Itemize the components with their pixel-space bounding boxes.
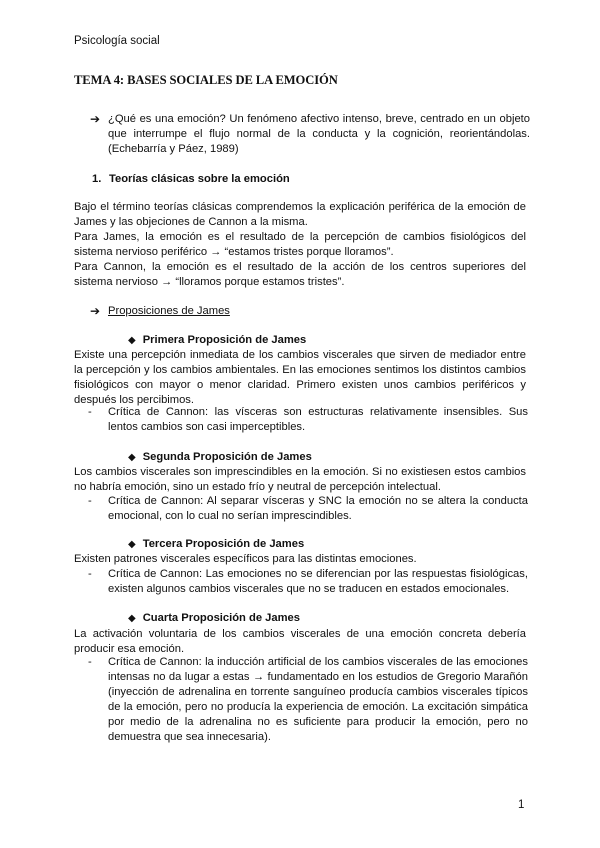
intro-paragraph: Para Cannon, la emoción es el resultado de la acción de los centros superiores del sistema nervioso → “lloramos porque estamos tristes”. (74, 261, 526, 288)
proposition-title: ◆ Cuarta Proposición de James (128, 612, 301, 624)
cannon-critique (88, 567, 528, 597)
page-header: Psicología social (74, 35, 160, 47)
cannon-critique (88, 494, 528, 524)
critique-text: Crítica de Cannon: las vísceras son estructuras relativamente insensibles. Sus lentos cambios son casi imperceptibles. (108, 406, 528, 433)
cannon-critique (88, 405, 528, 435)
section-number: 1. (92, 173, 102, 185)
page-title: TEMA 4: BASES SOCIALES DE LA EMOCIÓN (74, 73, 338, 87)
intro-block (74, 200, 526, 290)
definition-block (90, 112, 530, 157)
proposition-body: Existen patrones viscerales específicos para las distintas emociones. (74, 553, 417, 565)
section-title: Teorías clásicas sobre la emoción (109, 173, 290, 185)
proposition-title: ◆ Primera Proposición de James (128, 334, 307, 346)
diamond-bullet-icon: ◆ (128, 335, 136, 346)
proposition-body: Los cambios viscerales son imprescindibles en la emoción. Si no existiesen estos cambios no habría emoción, sino un estado frío y neutral de percepción intelectual. (74, 466, 526, 493)
proposition-title: ◆ Tercera Proposición de James (128, 538, 305, 550)
dash-bullet: - (88, 495, 92, 507)
critique-text: Crítica de Cannon: Las emociones no se diferencian por las respuestas fisiológicas, existen algunos cambios viscerales que no se traducen en estados emocionales. (108, 568, 528, 595)
cannon-critique (88, 655, 528, 745)
definition-text: ¿Qué es una emoción? Un fenómeno afectivo intenso, breve, centrado en un objeto que interrumpe el flujo normal de la conducta y la cognición, reorientándolas. (Echebarría y Páez, 1989) (108, 113, 530, 155)
proposition-body: La activación voluntaria de los cambios viscerales de una emoción concreta debería producir esa emoción. (74, 628, 526, 655)
proposition-body: Existe una percepción inmediata de los cambios viscerales que sirven de mediador entre la percepción y los cambios ambientales. En las emociones sentimos los distintos cambios fisiológicos con mayor o menor claridad. Primero existen unos cambios periféricos y después los percibimos. (74, 349, 526, 406)
intro-paragraph: Bajo el término teorías clásicas comprendemos la explicación periférica de la emoción de James y las objeciones de Cannon a la misma. (74, 201, 526, 228)
diamond-bullet-icon: ◆ (128, 613, 136, 624)
section-heading (92, 172, 290, 187)
dash-bullet: - (88, 568, 92, 580)
dash-bullet: - (88, 656, 92, 668)
diamond-bullet-icon: ◆ (128, 452, 136, 463)
diamond-bullet-icon: ◆ (128, 539, 136, 550)
page-number: 1 (518, 799, 525, 811)
dash-bullet: - (88, 406, 92, 418)
arrow-icon: ➔ (90, 304, 101, 318)
intro-paragraph: Para James, la emoción es el resultado de la percepción de cambios fisiológicos del sistema nervioso periférico → “estamos tristes porque lloramos”. (74, 231, 526, 258)
arrow-icon: ➔ (90, 112, 101, 126)
critique-text: Crítica de Cannon: Al separar vísceras y SNC la emoción no se altera la conducta emocional, con lo cual no serían imprescindibles. (108, 495, 528, 522)
proposition-title: ◆ Segunda Proposición de James (128, 451, 312, 463)
propositions-heading-text: Proposiciones de James (108, 305, 230, 317)
propositions-heading (90, 304, 530, 319)
critique-text: Crítica de Cannon: la inducción artificial de los cambios viscerales de las emociones intensas no da lugar a estas → fundamentado en los estudios de Gregorio Marañón (inyección de adrenalina en torrente sanguíneo producía cambios viscerales típicos de la emoción, pero no producía la experiencia de emoción. La excitación simpática por medio de la adrenalina no es suficiente para producir la emoción, pero no demuestra que sea innecesaria). (108, 656, 528, 743)
